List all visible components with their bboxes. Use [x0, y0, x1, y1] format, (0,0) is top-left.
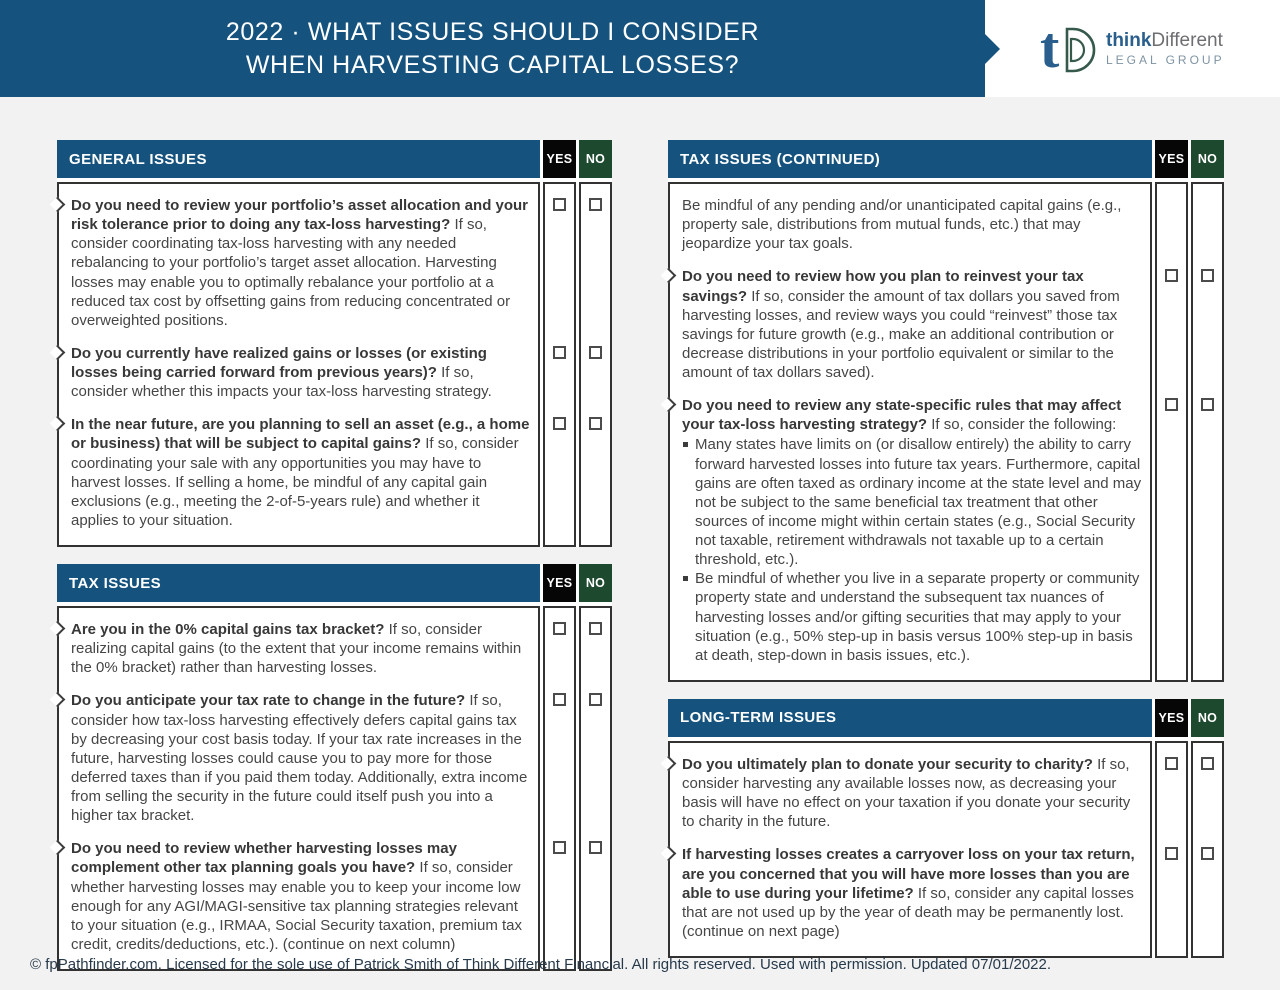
question-bold-text: Do you ultimately plan to donate your security to charity?: [682, 755, 1098, 773]
no-checkbox[interactable]: [589, 198, 602, 211]
question-text: [682, 755, 1142, 832]
section-long-term-issues: [668, 699, 1224, 958]
section-title: GENERAL ISSUES: [57, 140, 540, 178]
no-cell: [579, 679, 612, 827]
question-item: [57, 403, 540, 547]
yes-column-header: YES: [1155, 140, 1188, 178]
question-item: [57, 679, 540, 827]
yes-cell: [543, 403, 576, 547]
yes-checkbox[interactable]: [553, 693, 566, 706]
question-bold-text: Do you need to review how you plan to reinvest your tax savings?: [682, 268, 1084, 305]
question-bold-text: Are you in the 0% capital gains tax bracket?: [71, 621, 389, 638]
question-bold-text: In the near future, are you planning to sell an asset (e.g., a home or business) that will be subject to capital gains?: [71, 416, 530, 453]
yes-cell: [1155, 384, 1188, 682]
chevron-bullet-icon: [49, 345, 65, 361]
question-item: [668, 384, 1152, 682]
question-text: [71, 415, 530, 530]
logo-wordmark: [1106, 31, 1225, 68]
no-column-header: NO: [1191, 699, 1224, 737]
question-text: [682, 267, 1142, 382]
question-bold-text: Do you need to review your portfolio’s asset allocation and your risk tolerance prior to doing any tax-loss harvesting?: [71, 197, 529, 234]
question-item: [57, 827, 540, 971]
yes-column-header: YES: [543, 564, 576, 602]
chevron-bullet-icon: [49, 621, 65, 637]
yes-cell: [543, 182, 576, 332]
yes-checkbox[interactable]: [1165, 847, 1178, 860]
question-detail-text: If so, consider the amount of tax dollars you saved from harvesting losses, and review ways you could “reinvest” those tax savings for future growth (e.g., make an additional contribution or decrease distributions in your portfolio equivalent or similar to the amount of tax dollars saved).: [682, 287, 1120, 381]
question-text: [71, 196, 530, 330]
section-header: [668, 140, 1224, 178]
bullet-item: Many states have limits on (or disallow entirely) the ability to carry forward harvested losses into future tax years. Furthermore, capital gains are often taxed as ordinary income at the state level and may not be subject to the same beneficial tax treatment that other sources of income might within certain states (e.g., Social Security not taxable, retirement withdrawals not taxable up to a certain threshold, etc.).: [682, 435, 1142, 569]
no-cell: [579, 606, 612, 679]
chevron-bullet-icon: [660, 268, 676, 284]
column-left: [57, 140, 612, 971]
no-checkbox[interactable]: [1201, 847, 1214, 860]
no-cell: [579, 332, 612, 403]
section-tax-issues-continued: [668, 140, 1224, 682]
question-detail-text: If so, consider coordinating tax-loss harvesting with any needed rebalancing to your portfolio’s target asset allocation. Harvesting losses may enable you to optimally rebalance your portfolio at a reduced tax cost by offsetting gains from reducing concentrated or overweighted positions.: [71, 216, 511, 329]
yes-cell: [1155, 182, 1188, 255]
no-cell: [1191, 741, 1224, 834]
logo-subtitle: LEGAL GROUP: [1106, 53, 1225, 68]
section-header: [57, 140, 612, 178]
no-column-header: NO: [579, 140, 612, 178]
no-cell: [579, 827, 612, 971]
question-item: [668, 255, 1152, 384]
no-checkbox[interactable]: [589, 841, 602, 854]
bullet-item: Be mindful of whether you live in a separate property or community property state and understand the subsequent tax nuances of harvesting losses and/or gifting securities that may apply to your situation (e.g., 50% step-up in basis versus 100% step-up in basis at death, step-down in basis issues, etc.).: [682, 569, 1142, 665]
question-text: [682, 845, 1142, 941]
question-item: [668, 833, 1152, 958]
yes-checkbox[interactable]: [1165, 398, 1178, 411]
question-bold-text: Do you anticipate your tax rate to change in the future?: [71, 692, 470, 710]
no-cell: [579, 182, 612, 332]
question-bold-text: Do you currently have realized gains or losses (or existing losses being carried forward from previous years)?: [71, 344, 487, 381]
section-general-issues: [57, 140, 612, 547]
logo-think-text: think: [1106, 29, 1152, 51]
no-checkbox[interactable]: [1201, 757, 1214, 770]
yes-checkbox[interactable]: [553, 198, 566, 211]
yes-column-header: YES: [1155, 699, 1188, 737]
question-detail-text: If so, consider how tax-loss harvesting effectively defers capital gains tax by decreasing your cost basis today. If your tax rate increases in the future, harvesting losses could cause you to pay more for those deferred taxes than if you paid them today. Additionally, extra income from selling the security in the future could itself push you into a higher tax bracket.: [71, 692, 528, 825]
yes-cell: [543, 606, 576, 679]
top-strip: [0, 0, 1280, 97]
yes-cell: [543, 679, 576, 827]
question-text: [71, 344, 530, 401]
yes-checkbox[interactable]: [553, 841, 566, 854]
no-column-header: NO: [1191, 140, 1224, 178]
question-item: [668, 182, 1152, 255]
question-detail-text: If so, consider whether this impacts your tax-loss harvesting strategy.: [71, 364, 492, 401]
no-cell: [1191, 833, 1224, 958]
yes-checkbox[interactable]: [553, 417, 566, 430]
section-title: LONG-TERM ISSUES: [668, 699, 1152, 737]
svg-text:t: t: [1040, 15, 1060, 80]
question-detail-text: If so, consider harvesting any available losses now, as decreasing your basis will have no effect on your taxation if you donate your security to charity in the future.: [682, 755, 1131, 831]
logo-monogram-icon: [1040, 15, 1102, 83]
yes-checkbox[interactable]: [553, 346, 566, 359]
question-item: [57, 606, 540, 679]
chevron-bullet-icon: [660, 846, 676, 862]
section-body: [668, 741, 1224, 958]
section-header: [668, 699, 1224, 737]
page-title-line2: WHEN HARVESTING CAPITAL LOSSES?: [245, 50, 740, 79]
question-detail-text: If so, consider the following:: [931, 416, 1117, 434]
no-checkbox[interactable]: [589, 622, 602, 635]
question-text: [71, 691, 530, 825]
question-detail-text: If so, consider coordinating your sale with any opportunities you may have to harvest losses. If selling a home, be mindful of any capital gain exclusions (e.g., meeting the 2-of-5-years rule) and whether it applies to your situation.: [71, 435, 519, 529]
chevron-bullet-icon: [49, 197, 65, 213]
chevron-bullet-icon: [660, 756, 676, 772]
yes-cell: [1155, 741, 1188, 834]
no-cell: [1191, 255, 1224, 384]
question-detail-text: If so, consider whether harvesting losses may enable you to keep your income low enough for any AGI/MAGI-sensitive tax planning strategies relevant to your situation (e.g., IRMAA, Social Security taxation, premium tax credit, credits/deductions, etc.). (continue on next column): [71, 859, 523, 953]
chevron-bullet-icon: [660, 397, 676, 413]
question-text: [682, 196, 1142, 253]
yes-checkbox[interactable]: [1165, 269, 1178, 282]
question-bold-text: Do you need to review any state-specific rules that may affect your tax-loss harvesting strategy?: [682, 397, 1122, 434]
yes-cell: [543, 827, 576, 971]
no-column-header: NO: [579, 564, 612, 602]
bullet-list: [682, 435, 1142, 665]
page-title-line1: 2022 · WHAT ISSUES SHOULD I CONSIDER: [225, 17, 760, 46]
no-checkbox[interactable]: [589, 417, 602, 430]
no-checkbox[interactable]: [1201, 269, 1214, 282]
section-header: [57, 564, 612, 602]
footer-license-text: © fpPathfinder.com. Licensed for the sole use of Patrick Smith of Think Different Financial. All rights reserved. Used with permission. Updated 07/01/2022.: [30, 956, 1052, 973]
yes-checkbox[interactable]: [1165, 757, 1178, 770]
question-item: [668, 741, 1152, 834]
question-detail-text: If so, consider realizing capital gains (to the extent that your income remains within the 0% bracket) rather than harvesting losses.: [71, 621, 522, 677]
no-cell: [1191, 384, 1224, 682]
column-right: [668, 140, 1224, 958]
logo-different-text: Different: [1151, 29, 1223, 51]
question-bold-text: Do you need to review whether harvesting losses may complement other tax planning goals you have?: [71, 840, 457, 877]
section-body: [57, 182, 612, 547]
question-detail-text: Be mindful of any pending and/or unanticipated capital gains (e.g., property sale, distributions from mutual funds, etc.) that may jeopardize your tax goals.: [682, 197, 1122, 253]
no-cell: [1191, 182, 1224, 255]
yes-cell: [1155, 255, 1188, 384]
company-logo: [1040, 14, 1260, 84]
no-checkbox[interactable]: [589, 346, 602, 359]
section-title: TAX ISSUES: [57, 564, 540, 602]
question-detail-text: If so, consider any capital losses that are not used up by the year of death may be permanently lost. (continue on next page): [682, 884, 1134, 940]
section-tax-issues: [57, 564, 612, 971]
no-checkbox[interactable]: [589, 693, 602, 706]
section-title: TAX ISSUES (CONTINUED): [668, 140, 1152, 178]
yes-cell: [543, 332, 576, 403]
yes-column-header: YES: [543, 140, 576, 178]
yes-cell: [1155, 833, 1188, 958]
yes-checkbox[interactable]: [553, 622, 566, 635]
no-checkbox[interactable]: [1201, 398, 1214, 411]
title-banner: [0, 0, 985, 97]
no-cell: [579, 403, 612, 547]
question-text: [682, 396, 1142, 434]
section-body: [57, 606, 612, 971]
question-text: [71, 620, 530, 677]
chevron-bullet-icon: [49, 840, 65, 856]
question-item: [57, 182, 540, 332]
chevron-bullet-icon: [49, 416, 65, 432]
question-text: [71, 839, 530, 954]
section-body: [668, 182, 1224, 682]
question-item: [57, 332, 540, 403]
question-bold-text: If harvesting losses creates a carryover loss on your tax return, are you concerned that you will have more losses than you are able to use during your lifetime?: [682, 846, 1135, 902]
chevron-bullet-icon: [49, 692, 65, 708]
